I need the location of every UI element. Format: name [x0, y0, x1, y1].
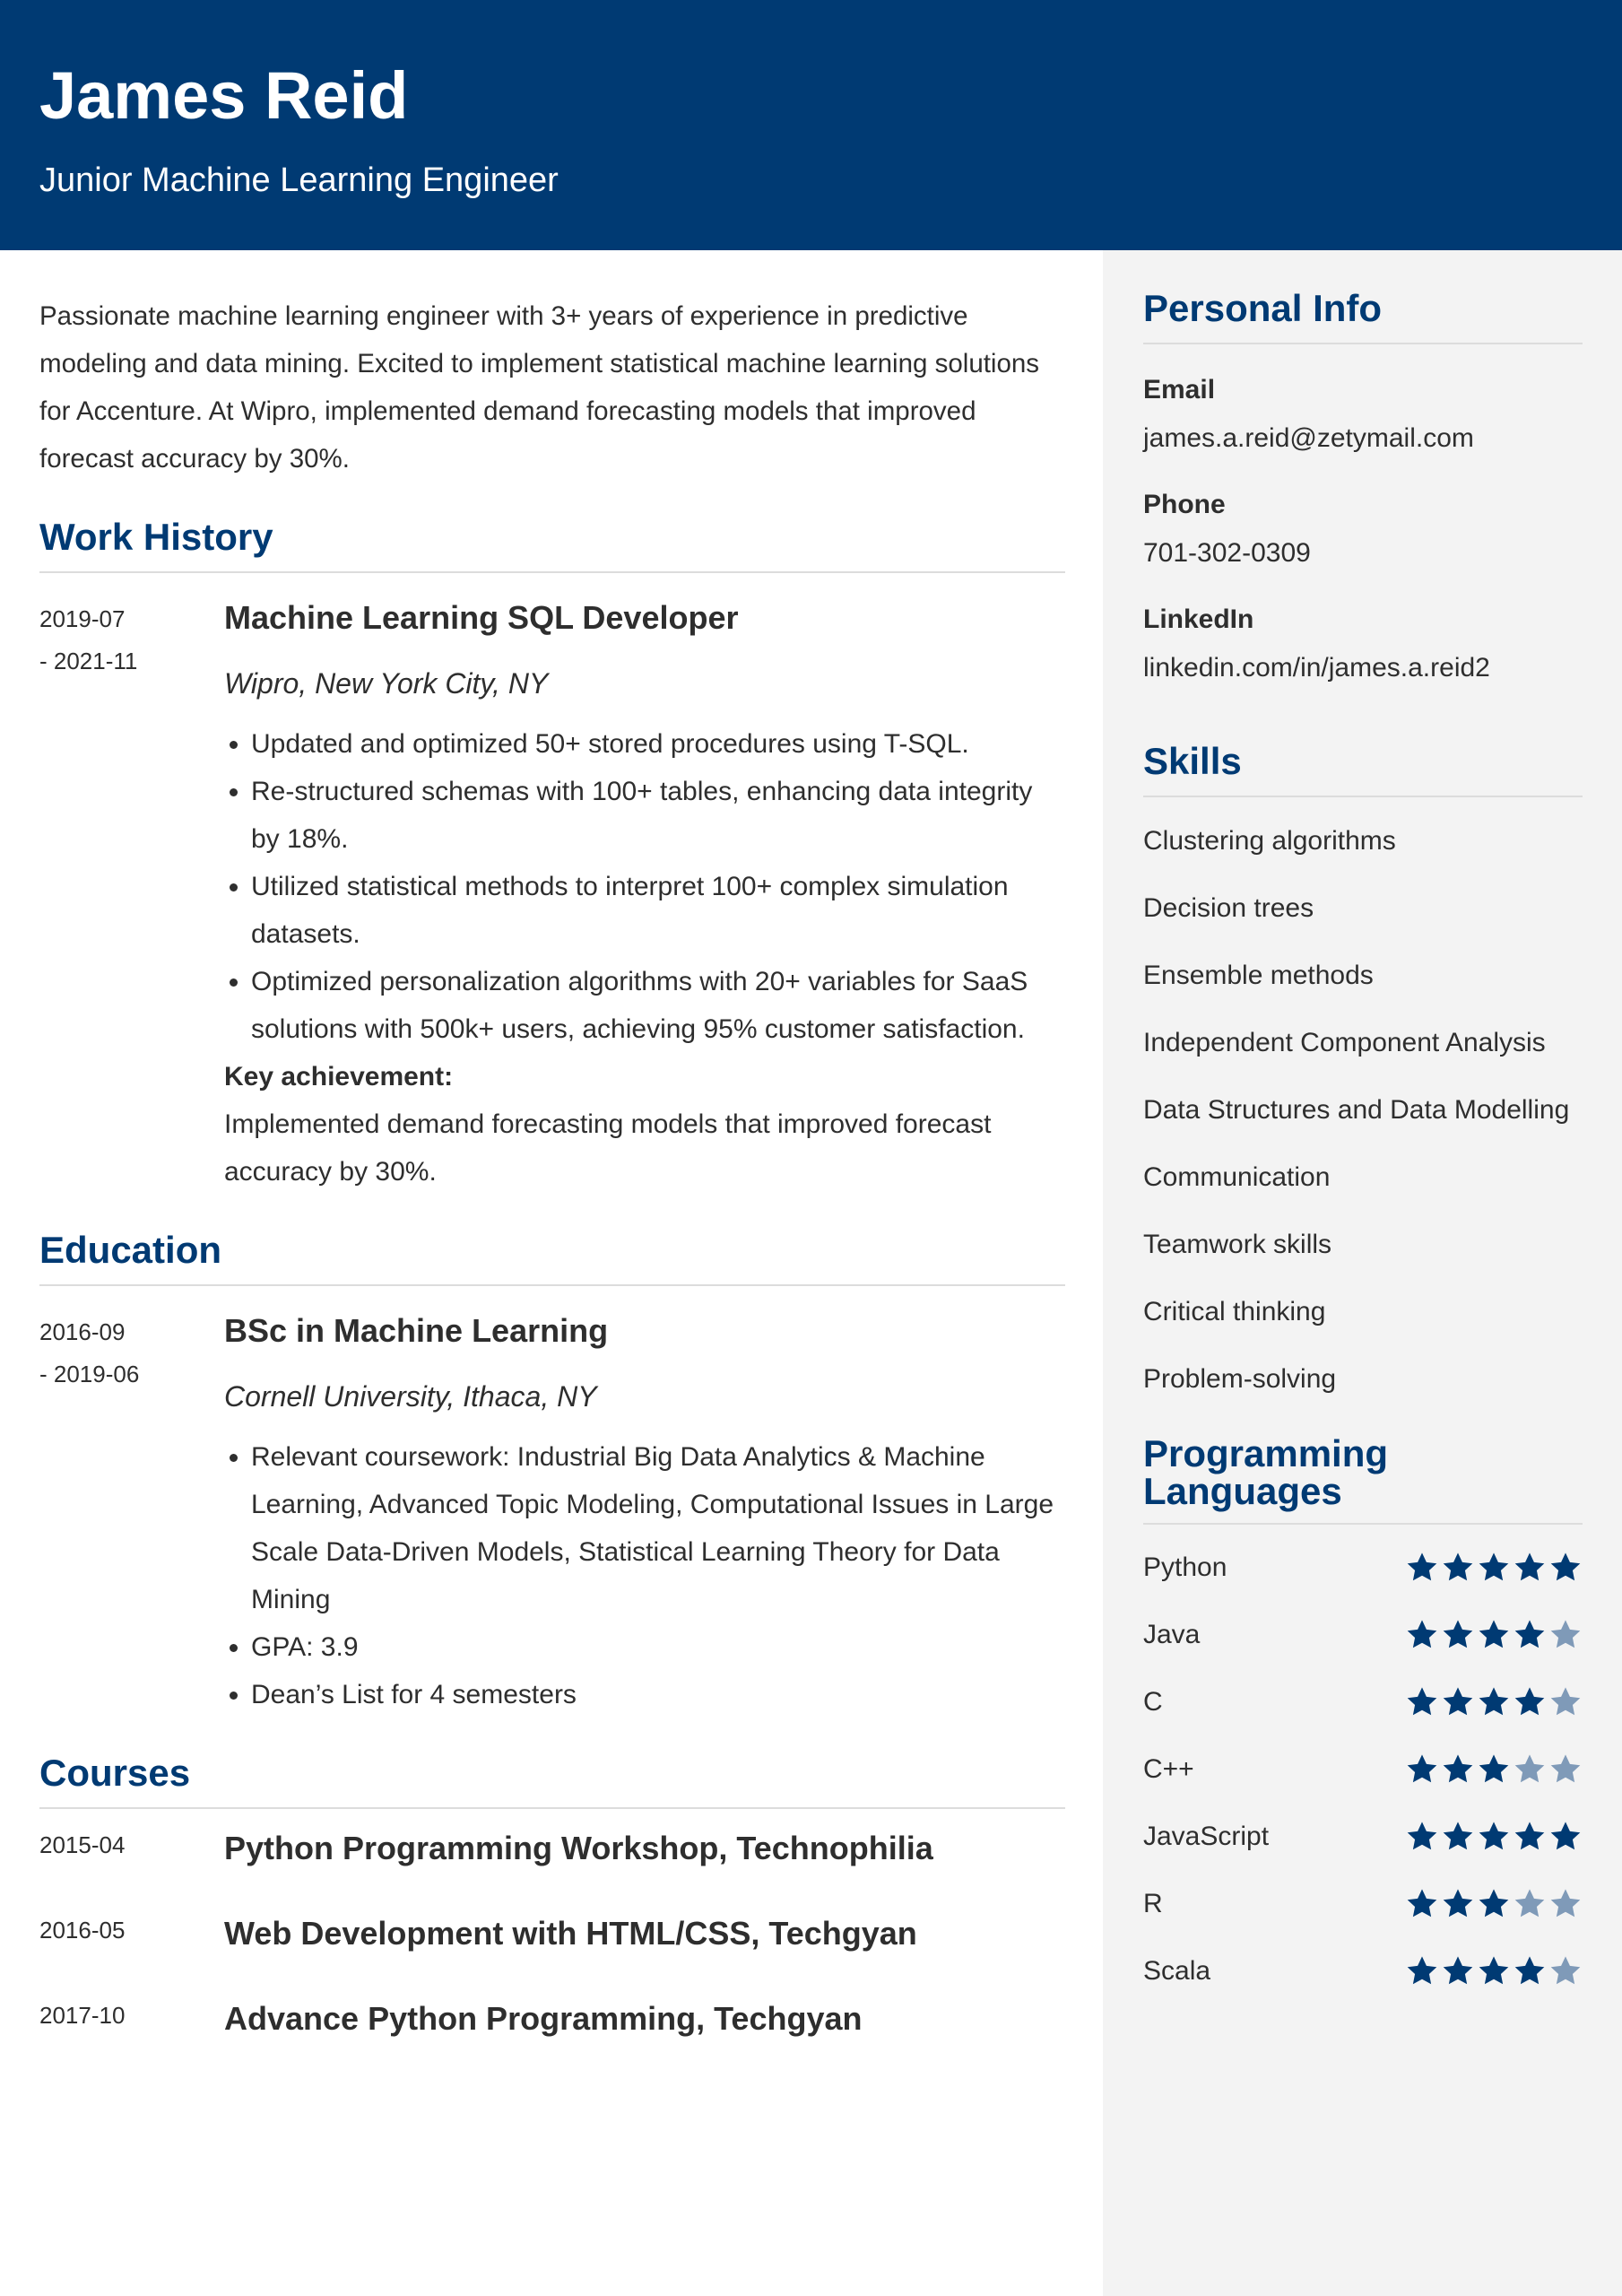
skill-item: Data Structures and Data Modelling — [1143, 1095, 1570, 1125]
language-name: Java — [1143, 1619, 1201, 1649]
star-filled-icon — [1548, 1820, 1583, 1854]
education-date-end: - 2019-06 — [39, 1361, 140, 1387]
star-empty-icon — [1548, 1752, 1583, 1787]
star-filled-icon — [1477, 1618, 1511, 1652]
star-filled-icon — [1405, 1618, 1439, 1652]
star-filled-icon — [1477, 1954, 1511, 1988]
language-name: Scala — [1143, 1955, 1211, 1986]
profile-summary: Passionate machine learning engineer with 3+ years of experience in predictive modeling and data mining. Excited to implement statistical machine learning solutions for Accenture. At Wipro, implemented demand forecasting models that improved forecast accuracy by 30%. — [39, 301, 1040, 474]
email-label: Email — [1143, 375, 1216, 404]
language-name: C — [1143, 1686, 1163, 1717]
star-filled-icon — [1441, 1752, 1475, 1787]
star-filled-icon — [1441, 1618, 1475, 1652]
list-item: • Optimized personalization algorithms with 20+ variables for SaaS solutions with 500k+ users, achieving 95% customer satisfaction. — [251, 958, 1065, 1053]
programming-languages-heading: Programming Languages — [1143, 1435, 1583, 1525]
list-item: • Updated and optimized 50+ stored procedures using T-SQL. — [251, 720, 1065, 768]
course-item — [39, 1985, 1065, 2070]
work-role: Machine Learning SQL Developer — [224, 599, 739, 636]
main-column — [39, 250, 1065, 2070]
course-date: 2017-10 — [39, 2002, 126, 2029]
skill-item: Ensemble methods — [1143, 961, 1374, 990]
star-rating — [1405, 1551, 1583, 1585]
language-row — [1143, 1735, 1583, 1803]
linkedin-label: LinkedIn — [1143, 604, 1254, 634]
star-rating — [1405, 1685, 1583, 1719]
star-rating — [1405, 1820, 1583, 1854]
courses-list — [39, 1814, 1065, 2070]
star-filled-icon — [1405, 1954, 1439, 1988]
personal-info-heading: Personal Info — [1143, 286, 1583, 344]
work-entry-dates — [39, 598, 210, 683]
star-filled-icon — [1548, 1551, 1583, 1585]
language-row — [1143, 1870, 1583, 1937]
star-rating — [1405, 1954, 1583, 1988]
language-row — [1143, 1668, 1583, 1735]
star-filled-icon — [1441, 1887, 1475, 1921]
star-empty-icon — [1548, 1685, 1583, 1719]
course-name: Advance Python Programming, Techgyan — [224, 2000, 863, 2037]
list-item: • Utilized statistical methods to interpret 100+ complex simulation datasets. — [251, 863, 1065, 958]
star-empty-icon — [1548, 1954, 1583, 1988]
work-entry — [39, 593, 1065, 1196]
star-empty-icon — [1548, 1887, 1583, 1921]
language-name: JavaScript — [1143, 1821, 1270, 1851]
skills-list — [1143, 817, 1583, 1403]
star-filled-icon — [1405, 1685, 1439, 1719]
list-item: • GPA: 3.9 — [251, 1623, 1065, 1671]
work-history-heading: Work History — [39, 515, 1065, 573]
course-name: Python Programming Workshop, Technophilia — [224, 1830, 933, 1866]
education-entry — [39, 1306, 1065, 1718]
education-school: Cornell University, Ithaca, NY — [224, 1380, 597, 1413]
star-filled-icon — [1405, 1820, 1439, 1854]
language-row — [1143, 1803, 1583, 1870]
language-name: Python — [1143, 1552, 1227, 1582]
star-filled-icon — [1405, 1551, 1439, 1585]
candidate-name: James Reid — [39, 58, 409, 133]
skill-item: Communication — [1143, 1162, 1331, 1192]
language-row — [1143, 1534, 1583, 1601]
linkedin-value[interactable]: linkedin.com/in/james.a.reid2 — [1143, 653, 1490, 683]
phone-label: Phone — [1143, 490, 1226, 519]
star-rating — [1405, 1618, 1583, 1652]
star-empty-icon — [1513, 1752, 1547, 1787]
star-filled-icon — [1441, 1685, 1475, 1719]
courses-heading: Courses — [39, 1751, 1065, 1809]
star-filled-icon — [1405, 1887, 1439, 1921]
resume-header — [0, 0, 1622, 250]
education-heading: Education — [39, 1228, 1065, 1286]
work-employer: Wipro, New York City, NY — [224, 667, 549, 700]
star-filled-icon — [1405, 1752, 1439, 1787]
star-filled-icon — [1513, 1551, 1547, 1585]
star-filled-icon — [1513, 1820, 1547, 1854]
language-name: R — [1143, 1888, 1163, 1918]
list-item: • Re-structured schemas with 100+ tables, enhancing data integrity by 18%. — [251, 768, 1065, 863]
key-achievement-label: Key achievement: — [224, 1062, 454, 1091]
skill-item: Independent Component Analysis — [1143, 1028, 1546, 1057]
star-filled-icon — [1477, 1752, 1511, 1787]
language-row — [1143, 1601, 1583, 1668]
course-name: Web Development with HTML/CSS, Techgyan — [224, 1915, 917, 1952]
star-rating — [1405, 1752, 1583, 1787]
star-empty-icon — [1548, 1618, 1583, 1652]
candidate-title: Junior Machine Learning Engineer — [39, 161, 559, 199]
star-filled-icon — [1477, 1551, 1511, 1585]
education-entry-dates — [39, 1311, 210, 1396]
list-item: • Relevant coursework: Industrial Big Data Analytics & Machine Learning, Advanced Topic Modeling, Computational Issues in Large Scale Data-Driven Models, Statistical Learning Theory for Data Mining — [251, 1433, 1065, 1623]
education-bullets — [224, 1433, 1065, 1718]
star-filled-icon — [1513, 1685, 1547, 1719]
work-bullets — [224, 720, 1065, 1053]
star-rating — [1405, 1887, 1583, 1921]
language-name: C++ — [1143, 1753, 1194, 1784]
course-date: 2015-04 — [39, 1831, 126, 1858]
skill-item: Clustering algorithms — [1143, 826, 1396, 856]
email-value[interactable]: james.a.reid@zetymail.com — [1143, 423, 1474, 453]
work-date-start: 2019-07 — [39, 605, 126, 632]
star-filled-icon — [1477, 1685, 1511, 1719]
sidebar — [1143, 250, 1583, 2005]
course-item — [39, 1900, 1065, 1985]
course-item — [39, 1814, 1065, 1900]
skills-heading: Skills — [1143, 739, 1583, 797]
language-row — [1143, 1937, 1583, 2005]
star-filled-icon — [1477, 1820, 1511, 1854]
star-filled-icon — [1441, 1551, 1475, 1585]
key-achievement-text: Implemented demand forecasting models that improved forecast accuracy by 30%. — [224, 1109, 992, 1187]
star-filled-icon — [1513, 1954, 1547, 1988]
star-filled-icon — [1441, 1954, 1475, 1988]
course-date: 2016-05 — [39, 1917, 126, 1944]
skill-item: Problem-solving — [1143, 1364, 1337, 1394]
list-item: • Dean’s List for 4 semesters — [251, 1671, 1065, 1718]
education-degree: BSc in Machine Learning — [224, 1312, 609, 1349]
work-date-end: - 2021-11 — [39, 648, 138, 674]
phone-value[interactable]: 701-302-0309 — [1143, 538, 1311, 568]
languages-list — [1143, 1534, 1583, 2005]
star-filled-icon — [1513, 1618, 1547, 1652]
education-date-start: 2016-09 — [39, 1318, 126, 1345]
skill-item: Teamwork skills — [1143, 1230, 1332, 1259]
skill-item: Decision trees — [1143, 893, 1314, 923]
star-empty-icon — [1513, 1887, 1547, 1921]
skill-item: Critical thinking — [1143, 1297, 1326, 1326]
star-filled-icon — [1441, 1820, 1475, 1854]
star-filled-icon — [1477, 1887, 1511, 1921]
